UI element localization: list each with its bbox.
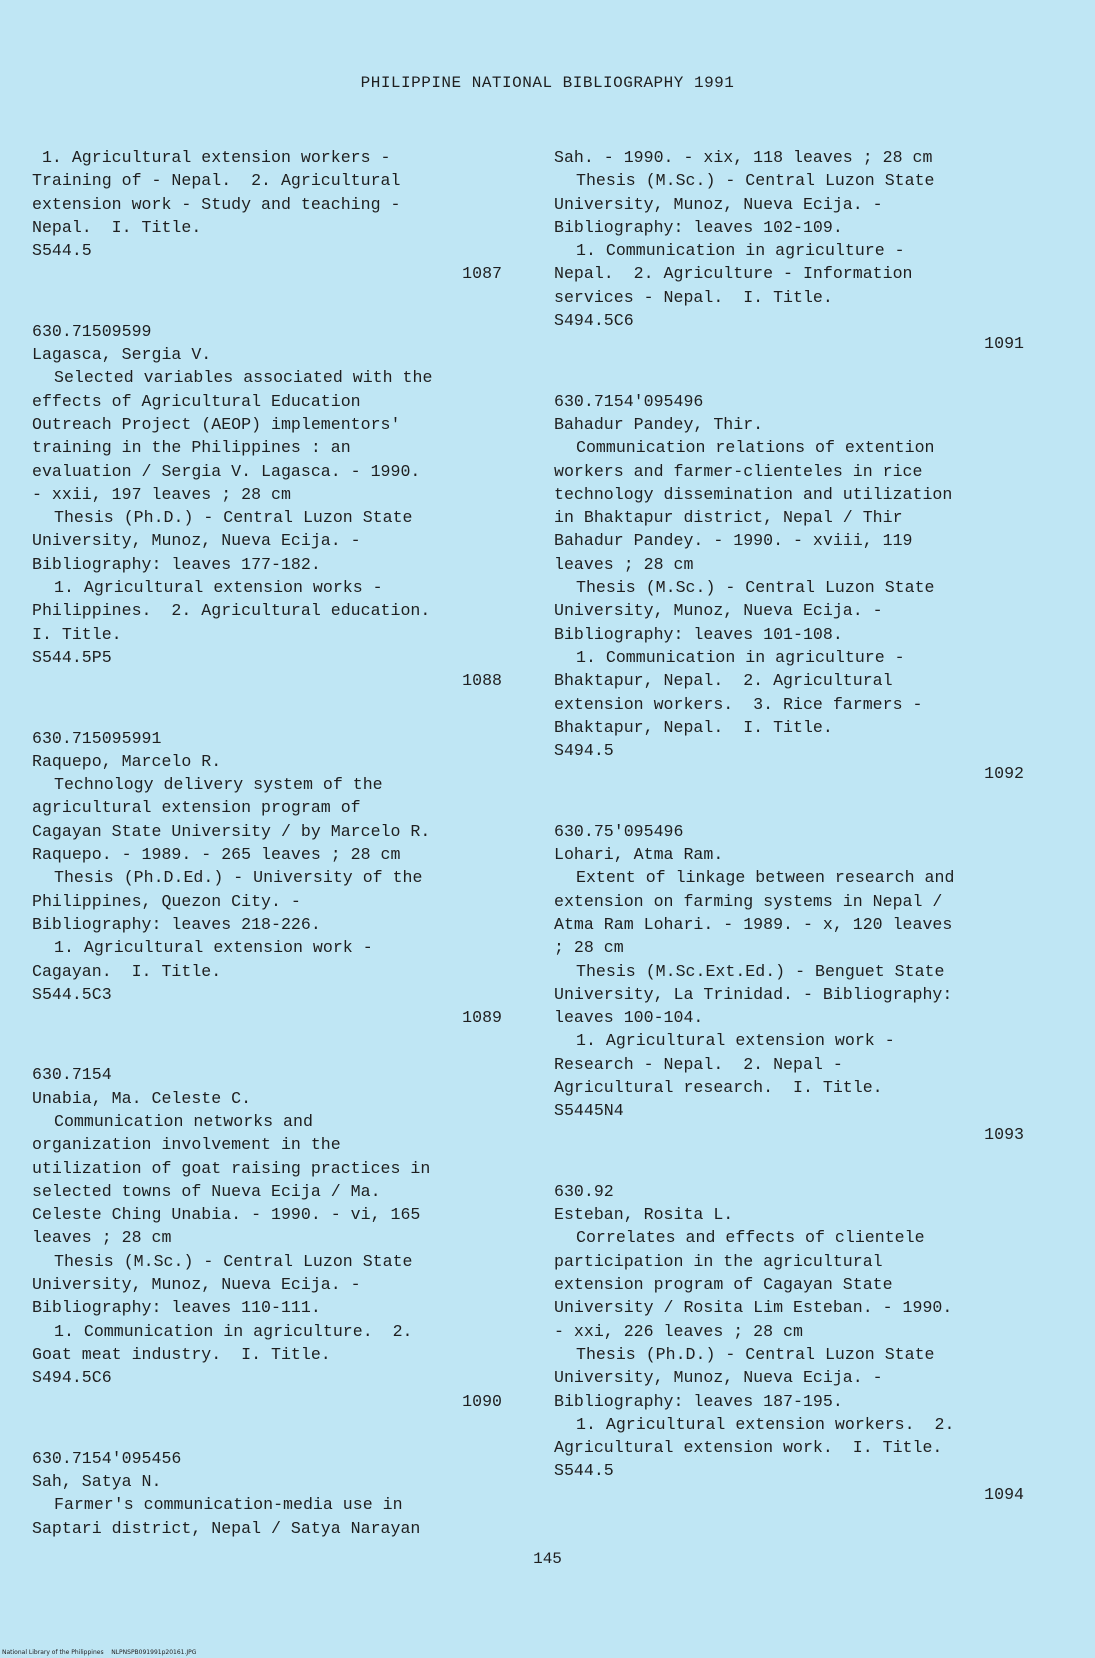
entry-line: University, La Trinidad. - Bibliography:	[554, 984, 953, 1004]
entry-line: Bahadur Pandey, Thir.	[554, 414, 764, 434]
entry-line: S544.5C3	[32, 984, 112, 1004]
entry-line: Esteban, Rosita L.	[554, 1205, 734, 1225]
entry-line: in Bhaktapur district, Nepal / Thir	[554, 508, 903, 528]
entry-line: leaves ; 28 cm	[32, 1228, 172, 1248]
entry-line: extension on farming systems in Nepal /	[554, 891, 943, 911]
entry-line: workers and farmer-clienteles in rice	[554, 461, 923, 481]
entry-line: leaves 100-104.	[554, 1008, 704, 1028]
entry-line: 630.7154'095496	[554, 391, 704, 411]
entry-line: evaluation / Sergia V. Lagasca. - 1990.	[32, 461, 421, 481]
entry-line: training in the Philippines : an	[32, 438, 351, 458]
entry-line: University, Munoz, Nueva Ecija. -	[554, 194, 883, 214]
entry-separator	[32, 286, 502, 320]
entry-line: Bibliography: leaves 102-109.	[554, 217, 843, 237]
entry-number: 1091	[984, 334, 1024, 354]
entry-line: participation in the agricultural	[554, 1251, 883, 1271]
entry-line: agricultural extension program of	[32, 798, 361, 818]
entry-number: 1088	[462, 671, 502, 691]
entry-line: Thesis (Ph.D.) - Central Luzon State	[576, 1344, 935, 1364]
entry-line: ; 28 cm	[554, 938, 624, 958]
entry-line: Raquepo, Marcelo R.	[32, 751, 222, 771]
entry-line: Cagayan. I. Title.	[32, 961, 222, 981]
entry-line: 630.7154'095456	[32, 1448, 182, 1468]
entry-separator	[554, 1146, 1024, 1180]
entry-line: organization involvement in the	[32, 1135, 341, 1155]
entry-line: Bhaktapur, Nepal. 2. Agricultural	[554, 671, 893, 691]
scan-footer: National Library of the Philippines NLPNSPB091991p20161.JPG	[2, 1649, 197, 1656]
entry-line: Technology delivery system of the	[54, 775, 383, 795]
entry-line: University, Munoz, Nueva Ecija. -	[554, 1368, 883, 1388]
entry-line: Cagayan State University / by Marcelo R.	[32, 821, 431, 841]
entry-line: 1. Communication in agriculture -	[576, 647, 905, 667]
entry-separator	[32, 1413, 502, 1447]
entry-line: S494.5	[554, 741, 614, 761]
entry-line: S494.5C6	[32, 1368, 112, 1388]
entry-line: Communication networks and	[54, 1111, 313, 1131]
page-header: PHILIPPINE NATIONAL BIBLIOGRAPHY 1991	[360, 74, 735, 92]
entry-number: 1089	[462, 1008, 502, 1028]
entry-line: Goat meat industry. I. Title.	[32, 1344, 331, 1364]
entry-line: 1. Agricultural extension work -	[54, 938, 373, 958]
entry-line: Outreach Project (AEOP) implementors'	[32, 414, 401, 434]
entry-line: Research - Nepal. 2. Nepal -	[554, 1054, 843, 1074]
entry-number: 1094	[984, 1484, 1024, 1504]
entry-line: services - Nepal. I. Title.	[554, 287, 833, 307]
entry-line: S494.5C6	[554, 311, 634, 331]
entry-line: 630.71509599	[32, 321, 152, 341]
entry-line: University / Rosita Lim Esteban. - 1990.	[554, 1298, 953, 1318]
entry-line: Bibliography: leaves 177-182.	[32, 554, 321, 574]
entry-line: Celeste Ching Unabia. - 1990. - vi, 165	[32, 1205, 421, 1225]
entry-line: Selected variables associated with the	[54, 368, 433, 388]
entry-line: Raquepo. - 1989. - 265 leaves ; 28 cm	[32, 845, 401, 865]
entry-line: 1. Agricultural extension works -	[54, 578, 383, 598]
entry-line: Extent of linkage between research and	[576, 868, 955, 888]
entry-line: Farmer's communication-media use in	[54, 1495, 403, 1515]
entry-line: technology dissemination and utilization	[554, 484, 953, 504]
entry-line: 1. Agricultural extension workers. 2.	[576, 1414, 955, 1434]
entry-line: Lagasca, Sergia V.	[32, 345, 212, 365]
entry-line: Thesis (Ph.D.) - Central Luzon State	[54, 508, 413, 528]
page-number: 145	[533, 1550, 562, 1568]
entry-separator	[554, 786, 1024, 820]
entry-line: Atma Ram Lohari. - 1989. - x, 120 leaves	[554, 914, 953, 934]
entry-line: Thesis (M.Sc.) - Central Luzon State	[54, 1251, 413, 1271]
entry-line: Thesis (M.Sc.) - Central Luzon State	[576, 171, 935, 191]
entry-line: effects of Agricultural Education	[32, 391, 361, 411]
entry-line: Agricultural research. I. Title.	[554, 1077, 883, 1097]
entry-line: Bibliography: leaves 218-226.	[32, 914, 321, 934]
entry-line: Bibliography: leaves 110-111.	[32, 1298, 321, 1318]
entry-number: 1090	[462, 1391, 502, 1411]
entry-line: 1. Agricultural extension work -	[576, 1031, 895, 1051]
entry-line: S544.5	[554, 1461, 614, 1481]
entry-line: selected towns of Nueva Ecija / Ma.	[32, 1181, 381, 1201]
entry-line: 630.92	[554, 1181, 614, 1201]
entry-line: I. Title.	[32, 624, 122, 644]
entry-separator	[554, 356, 1024, 390]
entry-line: University, Munoz, Nueva Ecija. -	[32, 531, 361, 551]
entry-line: S5445N4	[554, 1101, 624, 1121]
right-column	[554, 146, 1024, 1506]
entry-line: 630.715095991	[32, 728, 162, 748]
entry-line: Nepal. 2. Agriculture - Information	[554, 264, 913, 284]
entry-line: Bahadur Pandey. - 1990. - xviii, 119	[554, 531, 913, 551]
entry-line: leaves ; 28 cm	[554, 554, 694, 574]
entry-line: Thesis (M.Sc.Ext.Ed.) - Benguet State	[576, 961, 945, 981]
entry-line: University, Munoz, Nueva Ecija. -	[554, 601, 883, 621]
entry-separator	[32, 693, 502, 727]
entry-number: 1093	[984, 1124, 1024, 1144]
entry-line: 630.7154	[32, 1065, 112, 1085]
entry-line: Unabia, Ma. Celeste C.	[32, 1088, 252, 1108]
entry-line: extension program of Cagayan State	[554, 1275, 893, 1295]
entry-line: Sah. - 1990. - xix, 118 leaves ; 28 cm	[554, 148, 933, 167]
entry-line: Bibliography: leaves 187-195.	[554, 1391, 843, 1411]
entry-line: utilization of goat raising practices in	[32, 1158, 431, 1178]
entry-line: Correlates and effects of clientele	[576, 1228, 925, 1248]
entry-line: S544.5P5	[32, 647, 112, 667]
entry-line: 1. Agricultural extension workers -	[32, 148, 391, 167]
entry-number: 1092	[984, 764, 1024, 784]
entry-number: 1087	[462, 264, 502, 284]
entry-line: Lohari, Atma Ram.	[554, 845, 724, 865]
left-column	[32, 146, 502, 1540]
entry-line: Agricultural extension work. I. Title.	[554, 1438, 943, 1458]
entry-line: Philippines. 2. Agricultural education.	[32, 601, 431, 621]
entry-line: 1. Communication in agriculture. 2.	[54, 1321, 413, 1341]
entry-line: Thesis (M.Sc.) - Central Luzon State	[576, 578, 935, 598]
entry-line: 630.75'095496	[554, 821, 684, 841]
entry-line: Thesis (Ph.D.Ed.) - University of the	[54, 868, 423, 888]
entry-line: 1. Communication in agriculture -	[576, 241, 905, 261]
entry-line: extension workers. 3. Rice farmers -	[554, 694, 923, 714]
entry-line: Saptari district, Nepal / Satya Narayan	[32, 1518, 421, 1538]
entry-line: S544.5	[32, 241, 92, 261]
entry-line: Communication relations of extention	[576, 438, 935, 458]
entry-line: - xxi, 226 leaves ; 28 cm	[554, 1321, 803, 1341]
entry-line: Philippines, Quezon City. -	[32, 891, 301, 911]
entry-line: University, Munoz, Nueva Ecija. -	[32, 1275, 361, 1295]
entry-line: - xxii, 197 leaves ; 28 cm	[32, 484, 291, 504]
entry-line: Training of - Nepal. 2. Agricultural	[32, 171, 401, 191]
entry-line: Sah, Satya N.	[32, 1472, 162, 1492]
entry-line: Bhaktapur, Nepal. I. Title.	[554, 717, 833, 737]
entry-separator	[32, 1029, 502, 1063]
entry-line: Nepal. I. Title.	[32, 217, 202, 237]
entry-line: Bibliography: leaves 101-108.	[554, 624, 843, 644]
entry-line: extension work - Study and teaching -	[32, 194, 401, 214]
